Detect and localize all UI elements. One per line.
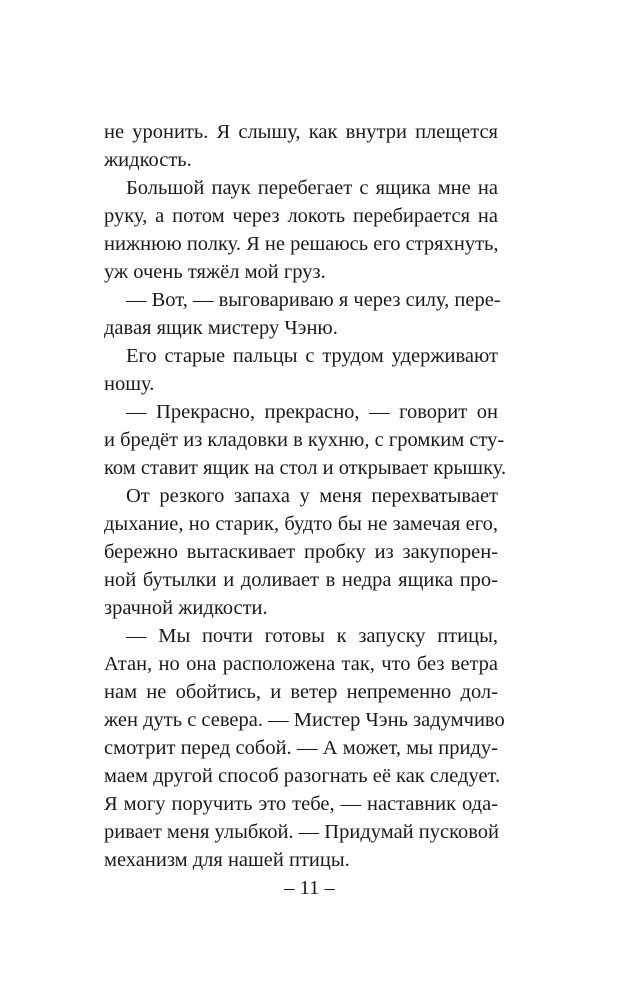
text-line: — Мы почти готовы к запуску птицы, [126, 625, 498, 647]
text-line: не уронить. Я слышу, как внутри плещется [104, 121, 498, 143]
body-text [104, 118, 507, 874]
text-line: ривает меня улыбкой. — Придумай пусковой [104, 821, 500, 843]
text-line: механизм для нашей птицы. [104, 849, 350, 871]
text-line: нижнюю полку. Я не решаюсь его стряхнуть, [104, 233, 499, 255]
paragraph [104, 482, 498, 622]
text-line: смотрит перед собой. — А может, мы приду- [104, 737, 498, 759]
paragraph [104, 286, 501, 342]
text-line: и бредёт из кладовки в кухню, с громким сту- [104, 429, 505, 451]
text-line: нам не обойтись, и ветер непременно дол- [104, 681, 498, 703]
page-number: – 11 – [284, 877, 335, 899]
text-line: От резкого запаха у меня перехватывает [126, 485, 498, 507]
text-line: — Прекрасно, прекрасно, — говорит он [126, 401, 498, 423]
text-line: ком ставит ящик на стол и открывает крышку. [104, 457, 507, 479]
text-line: дыхание, но старик, будто бы не замечая его, [104, 513, 498, 535]
paragraph [104, 118, 498, 174]
text-line: зрачной жидкости. [104, 597, 268, 619]
text-line: уж очень тяжёл мой груз. [104, 261, 326, 283]
paragraph [104, 622, 505, 874]
text-line: жен дуть с севера. — Мистер Чэнь задумчиво [104, 709, 505, 731]
text-line: бережно вытаскивает пробку из закупорен- [104, 541, 498, 563]
paragraph [104, 174, 498, 286]
text-line: жидкость. [104, 149, 192, 171]
text-line: Я могу поручить это тебе, — наставник ода- [104, 793, 498, 815]
text-line: ношу. [104, 373, 155, 395]
text-line: — Вот, — выговариваю я через силу, пере- [126, 289, 501, 311]
paragraph [104, 342, 498, 398]
text-line: Большой паук перебегает с ящика мне на [126, 177, 498, 199]
text-line: Его старые пальцы с трудом удерживают [126, 345, 498, 367]
text-line: маем другой способ разогнать её как следует. [104, 765, 501, 787]
text-line: ной бутылки и доливает в недра ящика про- [104, 569, 498, 591]
text-line: Атан, но она расположена так, что без ветра [104, 653, 498, 675]
text-line: давая ящик мистеру Чэню. [104, 317, 338, 339]
text-line: руку, а потом через локоть перебирается на [104, 205, 498, 227]
paragraph [104, 398, 507, 482]
